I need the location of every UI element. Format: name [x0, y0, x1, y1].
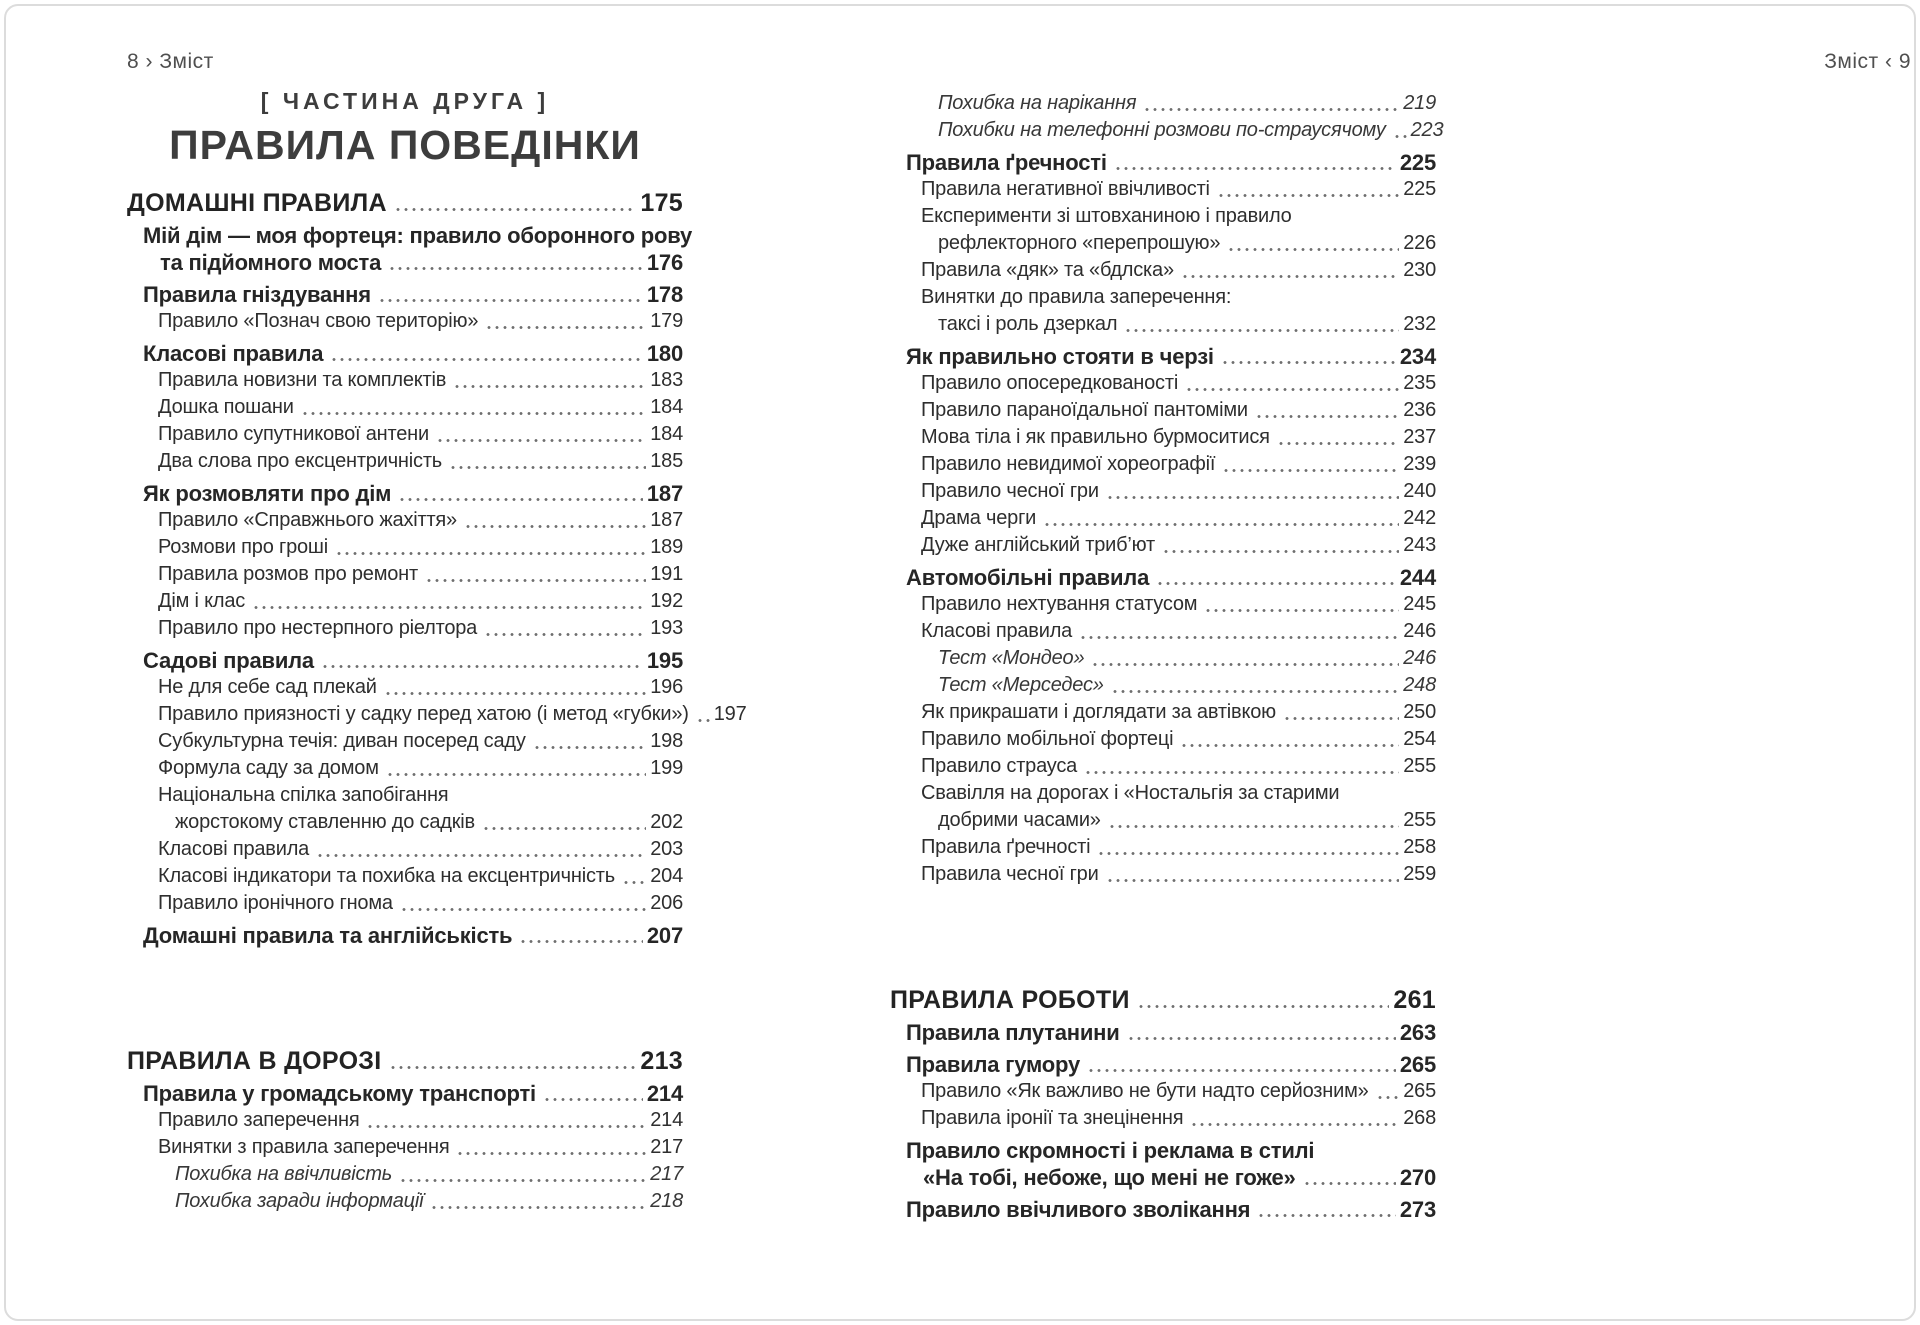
- toc-entry-label: Винятки з правила заперечення: [158, 1136, 450, 1158]
- toc-entry-label: Похибки на телефонні розмови по-страусячому: [938, 119, 1386, 141]
- toc-entry: [890, 90, 1436, 117]
- toc-page-number: 195: [646, 648, 683, 673]
- toc-entry: [890, 257, 1436, 284]
- toc-page-number: 263: [1399, 1020, 1436, 1045]
- toc-page-number: 189: [650, 536, 683, 558]
- toc-entry: [127, 367, 683, 394]
- toc-entry: [127, 1134, 683, 1161]
- toc-entry-label: Правило «Як важливо не бути надто серйозним»: [921, 1080, 1369, 1102]
- toc-entry-label: Драма черги: [921, 507, 1037, 529]
- toc-page-number: 183: [650, 369, 683, 391]
- toc-entry-label: Два слова про ексцентричність: [158, 450, 442, 472]
- toc-entry-label: Правило невидимої хореографії: [921, 453, 1216, 475]
- toc-page-number: 225: [1403, 178, 1436, 200]
- toc-entry-label: Розмови про гроші: [158, 536, 329, 558]
- toc-page-number: 245: [1403, 593, 1436, 615]
- toc-page-number: 184: [650, 396, 683, 418]
- dot-leader: [398, 498, 643, 501]
- page-header-left: 8 › Зміст: [127, 50, 214, 73]
- dot-leader: [1204, 609, 1399, 612]
- toc-page-number: 175: [640, 189, 683, 217]
- toc-entry: [127, 755, 683, 782]
- part-label: [ ЧАСТИНА ДРУГА ]: [260, 88, 550, 114]
- toc-entry-label: Формула саду за домом: [158, 757, 379, 779]
- dot-leader: [1114, 167, 1396, 170]
- toc-entry: [127, 674, 683, 701]
- toc-entry-label: Правило параноїдальної пантоміми: [921, 399, 1248, 421]
- toc-entry: [890, 1019, 1436, 1046]
- toc-entry: [890, 591, 1436, 618]
- toc-entry-label: Правила іронії та знецінення: [921, 1107, 1184, 1129]
- toc-page-number: 243: [1403, 534, 1436, 556]
- toc-page-number: 240: [1403, 480, 1436, 502]
- page-right: [890, 6, 1914, 1319]
- dot-leader: [425, 579, 646, 582]
- dot-leader: [1091, 663, 1399, 666]
- dot-leader: [430, 1206, 646, 1209]
- toc-entry-line1: Правило скромності і реклама в стилі: [906, 1138, 1315, 1163]
- toc-page-number: 234: [1399, 344, 1436, 369]
- part-heading: [127, 88, 683, 169]
- toc-entry: [890, 1105, 1436, 1132]
- toc-entry: [127, 1161, 683, 1188]
- toc-page-number: 192: [650, 590, 683, 612]
- toc-entry: [127, 340, 683, 367]
- toc-entry: [127, 480, 683, 507]
- toc-entry: [890, 1196, 1436, 1223]
- toc-page-number: 197: [713, 703, 747, 725]
- toc-page-number: 217: [650, 1136, 683, 1158]
- toc-entry-label: Як правильно стояти в черзі: [906, 344, 1214, 369]
- toc-entry-label: «На тобі, небоже, що мені не гоже»: [923, 1165, 1296, 1190]
- toc-page-number: 187: [650, 509, 683, 531]
- toc-page-number: 268: [1403, 1107, 1436, 1129]
- dot-leader: [1277, 442, 1399, 445]
- toc-entry-label: Правило чесної гри: [921, 480, 1099, 502]
- toc-left: [127, 189, 747, 1215]
- toc-entry: [890, 176, 1436, 203]
- toc-page-number: 226: [1403, 232, 1436, 254]
- toc-entry-label: Похибка заради інформації: [175, 1190, 424, 1212]
- toc-page-number: 193: [650, 617, 683, 639]
- dot-leader: [1181, 275, 1399, 278]
- toc-entry-line1: Мій дім — моя фортеця: правило оборонного рову: [143, 223, 693, 248]
- toc-page-number: 179: [650, 310, 683, 332]
- toc-entry: [890, 478, 1436, 505]
- toc-page-number: 235: [1403, 372, 1436, 394]
- dot-leader: [1137, 1005, 1390, 1008]
- toc-page-number: 254: [1403, 728, 1436, 750]
- toc-entry-label: Дуже англійський триб’ют: [921, 534, 1155, 556]
- toc-entry-label: Класові індикатори та похибка на ексцентричність: [158, 865, 615, 887]
- toc-entry: [890, 861, 1436, 888]
- toc-entry: [890, 532, 1436, 559]
- toc-entry-label: Правила новизни та комплектів: [158, 369, 447, 391]
- dot-leader: [394, 208, 637, 211]
- toc-entry: [127, 863, 683, 890]
- toc-entry-label: Класові правила: [143, 341, 324, 366]
- toc-entry: [127, 1080, 683, 1107]
- toc-entry: [890, 753, 1436, 780]
- toc-entry: [890, 424, 1436, 451]
- toc-entry-label: та підйомного моста: [160, 250, 382, 275]
- dot-leader: [1257, 1214, 1396, 1217]
- toc-entry: [127, 890, 683, 917]
- dot-leader: [1084, 771, 1399, 774]
- toc-entry-label: Правила чесної гри: [921, 863, 1099, 885]
- toc-entry-label: Похибка на ввічливість: [175, 1163, 393, 1185]
- toc-entry: [890, 1137, 1436, 1191]
- toc-entry-label: Правила у громадському транспорті: [143, 1081, 536, 1106]
- toc-entry-label: Правило страуса: [921, 755, 1078, 777]
- toc-entry: [890, 780, 1436, 834]
- toc-page-number: 258: [1403, 836, 1436, 858]
- toc-entry: [890, 699, 1436, 726]
- toc-entry-label: жорстокому ставленню до садків: [175, 811, 475, 833]
- toc-entry: [890, 726, 1436, 753]
- toc-entry: [127, 647, 683, 674]
- toc-page-number: 184: [650, 423, 683, 445]
- toc-entry: [890, 672, 1436, 699]
- dot-leader: [386, 773, 646, 776]
- toc-page-number: 180: [646, 341, 683, 366]
- toc-entry-label: Автомобільні правила: [906, 565, 1150, 590]
- dot-leader: [1097, 852, 1399, 855]
- toc-page-number: 219: [1403, 92, 1436, 114]
- toc-page-number: 236: [1403, 399, 1436, 421]
- toc-page-number: 218: [650, 1190, 683, 1212]
- toc-entry-label: рефлекторного «перепрошую»: [938, 232, 1221, 254]
- toc-entry: [890, 117, 1444, 144]
- toc-entry: [127, 588, 683, 615]
- toc-entry-label: Правило нехтування статусом: [921, 593, 1198, 615]
- toc-entry-label: Дім і клас: [158, 590, 246, 612]
- toc-entry-label: Не для себе сад плекай: [158, 676, 377, 698]
- dot-leader: [1190, 1123, 1399, 1126]
- toc-page-number: 246: [1403, 620, 1436, 642]
- dot-leader: [1303, 1182, 1396, 1185]
- toc-page-number: 185: [650, 450, 683, 472]
- toc-entry-label: Правила розмов про ремонт: [158, 563, 418, 585]
- toc-entry-label: ДОМАШНІ ПРАВИЛА: [127, 189, 387, 217]
- toc-entry-label: Тест «Мерседес»: [938, 674, 1104, 696]
- toc-entry-line1: Національна спілка запобігання: [158, 784, 449, 806]
- toc-entry: [890, 149, 1436, 176]
- toc-entry: [127, 782, 683, 836]
- page-header-right: Зміст ‹ 9: [1824, 50, 1911, 73]
- toc-entry-label: Правило іронічного гнома: [158, 892, 393, 914]
- toc-entry: [127, 1107, 683, 1134]
- toc-page-number: 191: [650, 563, 683, 585]
- toc-entry-label: Правила гумору: [906, 1052, 1080, 1077]
- dot-leader: [464, 525, 646, 528]
- dot-leader: [1143, 108, 1399, 111]
- toc-page-number: 270: [1399, 1165, 1436, 1190]
- dot-leader: [1393, 135, 1407, 138]
- dot-leader: [1255, 415, 1399, 418]
- toc-entry: [127, 615, 683, 642]
- dot-leader: [453, 385, 646, 388]
- toc-entry: [890, 1051, 1436, 1078]
- toc-page-number: 204: [650, 865, 683, 887]
- dot-leader: [622, 881, 646, 884]
- toc-entry: [127, 394, 683, 421]
- toc-page-number: 237: [1403, 426, 1436, 448]
- toc-page-number: 187: [646, 481, 683, 506]
- dot-leader: [1376, 1096, 1400, 1099]
- dot-leader: [366, 1125, 646, 1128]
- toc-entry-label: Правило «Справжнього жахіття»: [158, 509, 457, 531]
- toc-entry: [127, 222, 693, 276]
- toc-entry: [127, 836, 683, 863]
- dot-leader: [1227, 248, 1399, 251]
- dot-leader: [1108, 825, 1399, 828]
- dot-leader: [1106, 879, 1400, 882]
- toc-entry-label: Правило приязності у садку перед хатою (і метод «губки»): [158, 703, 689, 725]
- dot-leader: [400, 908, 646, 911]
- toc-page-number: 213: [640, 1047, 683, 1075]
- toc-page-number: 230: [1403, 259, 1436, 281]
- toc-entry-label: Як розмовляти про дім: [143, 481, 392, 506]
- dot-leader: [1127, 1037, 1396, 1040]
- dot-leader: [456, 1152, 646, 1155]
- dot-leader: [1283, 717, 1399, 720]
- toc-right: [890, 90, 1444, 1223]
- dot-leader: [388, 267, 643, 270]
- dot-leader: [436, 439, 646, 442]
- dot-leader: [399, 1179, 646, 1182]
- toc-page-number: 244: [1399, 565, 1436, 590]
- dot-leader: [1111, 690, 1400, 693]
- dot-leader: [1087, 1069, 1396, 1072]
- toc-page-number: 259: [1403, 863, 1436, 885]
- toc-entry-label: Правила ґречності: [906, 150, 1107, 175]
- toc-entry: [890, 397, 1436, 424]
- toc-page-number: 265: [1399, 1052, 1436, 1077]
- dot-leader: [1185, 388, 1399, 391]
- dot-leader: [1124, 329, 1399, 332]
- toc-entry: [127, 421, 683, 448]
- toc-entry-label: Мова тіла і як правильно бурмоситися: [921, 426, 1270, 448]
- dot-leader: [696, 719, 710, 722]
- toc-page-number: 176: [646, 250, 683, 275]
- toc-entry: [127, 534, 683, 561]
- toc-entry-label: Дошка пошани: [158, 396, 294, 418]
- dot-leader: [484, 633, 646, 636]
- dot-leader: [1222, 469, 1399, 472]
- toc-entry-label: Субкультурна течія: диван посеред саду: [158, 730, 526, 752]
- toc-entry-label: Правило ввічливого зволікання: [906, 1197, 1251, 1222]
- toc-entry-label: Правило мобільної фортеці: [921, 728, 1174, 750]
- dot-leader: [1106, 496, 1399, 499]
- dot-leader: [543, 1098, 643, 1101]
- toc-entry: [890, 203, 1436, 257]
- dot-leader: [519, 940, 643, 943]
- toc-page-number: 214: [650, 1109, 683, 1131]
- dot-leader: [1217, 194, 1399, 197]
- toc-page-number: 242: [1403, 507, 1436, 529]
- toc-entry: [127, 281, 683, 308]
- toc-entry: [127, 701, 747, 728]
- toc-entry-label: Правила плутанини: [906, 1020, 1120, 1045]
- part-title: ПРАВИЛА ПОВЕДІНКИ: [169, 122, 641, 168]
- dot-leader: [1156, 582, 1396, 585]
- toc-page-number: 273: [1399, 1197, 1436, 1222]
- toc-entry-label: Класові правила: [158, 838, 310, 860]
- dot-leader: [482, 827, 646, 830]
- dot-leader: [301, 412, 646, 415]
- dot-leader: [1079, 636, 1399, 639]
- toc-entry: [127, 728, 683, 755]
- toc-page-number: 239: [1403, 453, 1436, 475]
- toc-page-number: 248: [1403, 674, 1436, 696]
- toc-entry: [127, 190, 683, 217]
- toc-page-number: 217: [650, 1163, 683, 1185]
- toc-entry-label: добрими часами»: [938, 809, 1101, 831]
- dot-leader: [389, 1066, 637, 1069]
- toc-page-number: 225: [1399, 150, 1436, 175]
- toc-entry-label: Правила негативної ввічливості: [921, 178, 1210, 200]
- toc-page-number: 199: [650, 757, 683, 779]
- toc-entry-label: Правило про нестерпного ріелтора: [158, 617, 478, 639]
- toc-entry-label: ПРАВИЛА РОБОТИ: [890, 986, 1130, 1014]
- toc-entry-label: Класові правила: [921, 620, 1073, 642]
- toc-page-number: 207: [646, 923, 683, 948]
- toc-page-number: 203: [650, 838, 683, 860]
- toc-entry: [890, 645, 1436, 672]
- toc-entry: [127, 561, 683, 588]
- toc-page-number: 255: [1403, 809, 1436, 831]
- dot-leader: [321, 665, 643, 668]
- toc-entry-label: Правило супутникової антени: [158, 423, 429, 445]
- toc-entry-label: Як прикрашати і доглядати за автівкою: [921, 701, 1276, 723]
- toc-page-number: 255: [1403, 755, 1436, 777]
- toc-page-number: 265: [1403, 1080, 1436, 1102]
- toc-entry: [890, 1078, 1436, 1105]
- toc-page-number: 214: [646, 1081, 683, 1106]
- dot-leader: [378, 299, 643, 302]
- toc-page-number: 232: [1403, 313, 1436, 335]
- dot-leader: [252, 606, 646, 609]
- toc-entry: [890, 834, 1436, 861]
- toc-entry: [890, 370, 1436, 397]
- toc-entry-label: Правила «дяк» та «бдлска»: [921, 259, 1174, 281]
- toc-entry-line1: Винятки до правила заперечення:: [921, 286, 1232, 308]
- toc-entry: [890, 618, 1436, 645]
- dot-leader: [1221, 361, 1396, 364]
- toc-entry-label: Правило заперечення: [158, 1109, 360, 1131]
- dot-leader: [533, 746, 647, 749]
- dot-leader: [335, 552, 646, 555]
- toc-page-number: 196: [650, 676, 683, 698]
- dot-leader: [485, 326, 646, 329]
- toc-page-number: 202: [650, 811, 683, 833]
- toc-entry-label: Правило «Познач свою територію»: [158, 310, 479, 332]
- toc-entry: [890, 284, 1436, 338]
- toc-entry: [127, 448, 683, 475]
- toc-entry: [890, 505, 1436, 532]
- toc-page-number: 246: [1403, 647, 1436, 669]
- toc-entry-label: Правила гніздування: [143, 282, 371, 307]
- toc-entry-line1: Експерименти зі штовханиною і правило: [921, 205, 1292, 227]
- toc-entry-label: ПРАВИЛА В ДОРОЗІ: [127, 1047, 382, 1075]
- scan-frame: [4, 4, 1916, 1321]
- toc-entry: [890, 451, 1436, 478]
- toc-page-number: 223: [1410, 119, 1444, 141]
- dot-leader: [1180, 744, 1399, 747]
- page-left: [6, 6, 964, 1319]
- toc-entry-label: Правила ґречності: [921, 836, 1091, 858]
- toc-entry: [127, 507, 683, 534]
- toc-page-number: 178: [646, 282, 683, 307]
- toc-page-number: 250: [1403, 701, 1436, 723]
- toc-page-number: 198: [650, 730, 683, 752]
- toc-page-number: 206: [650, 892, 683, 914]
- toc-entry: [127, 1188, 683, 1215]
- toc-entry: [890, 343, 1436, 370]
- toc-entry: [127, 308, 683, 335]
- toc-entry-line1: Свавілля на дорогах і «Ностальгія за старими: [921, 782, 1340, 804]
- dot-leader: [330, 358, 643, 361]
- toc-page-number: 261: [1393, 986, 1436, 1014]
- dot-leader: [384, 692, 647, 695]
- toc-entry-label: Похибка на нарікання: [938, 92, 1137, 114]
- toc-entry-label: Садові правила: [143, 648, 314, 673]
- toc-entry: [127, 922, 683, 949]
- dot-leader: [449, 466, 646, 469]
- dot-leader: [1162, 550, 1399, 553]
- dot-leader: [1043, 523, 1399, 526]
- toc-entry-label: Тест «Мондео»: [938, 647, 1085, 669]
- toc-entry-label: Правило опосередкованості: [921, 372, 1179, 394]
- toc-entry-label: таксі і роль дзеркал: [938, 313, 1118, 335]
- toc-entry: [127, 1048, 683, 1075]
- toc-entry: [890, 564, 1436, 591]
- toc-entry: [890, 987, 1436, 1014]
- dot-leader: [316, 854, 646, 857]
- toc-entry-label: Домашні правила та англійськість: [143, 923, 513, 948]
